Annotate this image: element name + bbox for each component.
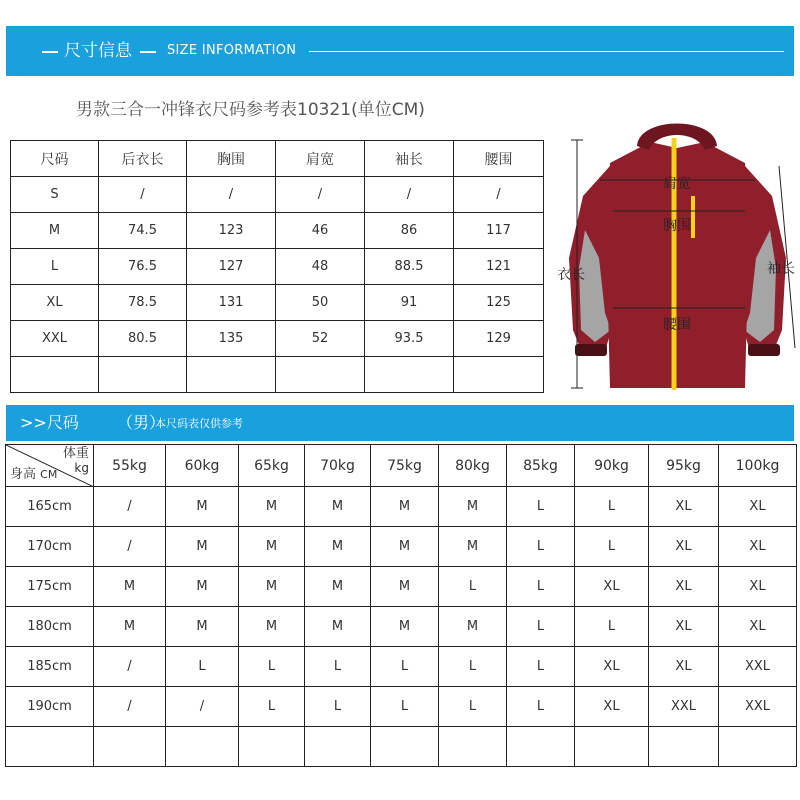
shoulder-label: 肩宽 [663,176,691,192]
size-chart-cell: / [454,177,544,213]
size-chart-title: 男款三合一冲锋衣尺码参考表10321(单位CM) [76,100,425,120]
recommended-size-cell: L [507,527,575,567]
weight-header-cell: 65kg [239,445,305,487]
chest-label: 胸围 [663,218,691,234]
size-chart-row [11,213,544,249]
recommended-size-cell: L [239,647,305,687]
banner-title-cn: 尺寸信息 [64,41,132,61]
recommended-size-cell: XL [719,487,797,527]
size-chart-header-cell: 后衣长 [99,141,187,177]
jacket-right-cuff [748,344,780,356]
corner-height-label: 身高 [10,467,37,482]
size-chart-cell: M [11,213,99,249]
size-chart-cell: 88.5 [365,249,454,285]
recommended-size-cell: M [239,487,305,527]
size-chart-cell: XXL [11,321,99,357]
recommended-size-cell: / [94,487,166,527]
recommend-row [6,527,797,567]
size-chart-cell: 76.5 [99,249,187,285]
recommend-row [6,607,797,647]
recommended-size-cell: L [439,687,507,727]
recommended-size-cell: M [94,567,166,607]
recommended-size-cell: M [239,567,305,607]
recommend-title: >>尺码 [20,413,79,432]
recommended-size-cell [94,727,166,767]
recommended-size-cell: M [166,487,239,527]
size-chart-cell: 117 [454,213,544,249]
recommended-size-cell: M [166,567,239,607]
recommended-size-cell: / [94,647,166,687]
size-chart-cell: 125 [454,285,544,321]
corner-height-unit: CM [40,468,58,481]
size-chart-cell: / [99,177,187,213]
corner-weight-unit: kg [74,461,89,475]
recommended-size-cell: XL [649,527,719,567]
size-chart-cell: 78.5 [99,285,187,321]
recommended-size-cell [371,727,439,767]
size-chart-cell: 123 [187,213,276,249]
recommended-size-cell: L [507,647,575,687]
size-chart-cell: / [276,177,365,213]
height-cell: 190cm [6,687,94,727]
size-chart-cell [276,357,365,393]
recommended-size-cell: L [305,687,371,727]
banner-rule [309,51,784,52]
recommended-size-cell: XXL [649,687,719,727]
recommended-size-cell: L [575,487,649,527]
recommended-size-cell: L [305,647,371,687]
weight-header-cell: 55kg [94,445,166,487]
weight-header-cell: 100kg [719,445,797,487]
recommended-size-cell: L [507,567,575,607]
sleeve-label: 袖长 [767,261,795,277]
size-chart-row [11,357,544,393]
size-chart-cell: L [11,249,99,285]
recommend-row [6,567,797,607]
recommended-size-cell: XXL [719,647,797,687]
recommended-size-cell: XL [649,487,719,527]
recommended-size-cell: L [439,647,507,687]
recommended-size-cell: XL [575,647,649,687]
size-chart-cell: 135 [187,321,276,357]
size-chart-cell: S [11,177,99,213]
recommended-size-cell [507,727,575,767]
recommended-size-cell [439,727,507,767]
size-chart-cell: 52 [276,321,365,357]
recommended-size-cell: XXL [719,687,797,727]
height-cell [6,727,94,767]
recommended-size-cell: / [94,687,166,727]
size-info-banner [6,26,794,76]
jacket-left-cuff [575,344,607,356]
size-chart-header-cell: 胸围 [187,141,276,177]
banner-dash-left [42,51,58,53]
recommended-size-cell: L [439,567,507,607]
size-chart-cell: 74.5 [99,213,187,249]
recommended-size-cell [239,727,305,767]
recommended-size-cell: XL [649,607,719,647]
size-chart-cell: XL [11,285,99,321]
size-chart-cell: / [365,177,454,213]
recommended-size-cell: L [371,647,439,687]
recommended-size-cell: / [94,527,166,567]
waist-label: 腰围 [663,317,691,333]
recommend-row [6,647,797,687]
recommend-row [6,687,797,727]
height-cell: 170cm [6,527,94,567]
weight-header-cell: 70kg [305,445,371,487]
recommended-size-cell: M [371,567,439,607]
weight-header-cell: 80kg [439,445,507,487]
recommend-gender: （男） [117,413,166,432]
size-chart-cell: / [187,177,276,213]
recommended-size-cell [575,727,649,767]
weight-header-cell: 90kg [575,445,649,487]
weight-header-cell: 85kg [507,445,575,487]
size-chart-row [11,321,544,357]
banner-dash-right [140,51,156,53]
recommended-size-cell: M [239,607,305,647]
size-chart-row [11,249,544,285]
size-chart-header-cell: 腰围 [454,141,544,177]
recommended-size-cell: M [305,567,371,607]
size-chart-cell: 46 [276,213,365,249]
size-chart-header-cell: 肩宽 [276,141,365,177]
corner-weight-label: 体重 [62,446,89,461]
recommended-size-cell [649,727,719,767]
size-chart-header-cell: 袖长 [365,141,454,177]
recommended-size-cell: M [94,607,166,647]
recommend-banner [6,405,794,441]
jacket-illustration [555,108,800,393]
recommended-size-cell: M [305,487,371,527]
recommended-size-cell: L [371,687,439,727]
size-chart-cell: 131 [187,285,276,321]
recommended-size-cell: M [371,607,439,647]
size-chart-cell: 127 [187,249,276,285]
height-cell: 175cm [6,567,94,607]
recommended-size-cell: M [239,527,305,567]
recommended-size-cell: L [507,487,575,527]
size-recommend-table [5,444,797,767]
recommended-size-cell: XL [575,687,649,727]
size-chart-cell [99,357,187,393]
size-chart-cell [365,357,454,393]
size-chart-cell: 91 [365,285,454,321]
height-cell: 185cm [6,647,94,687]
recommended-size-cell: L [507,687,575,727]
size-chart-table [10,140,544,393]
size-chart-cell: 50 [276,285,365,321]
recommended-size-cell: L [575,527,649,567]
size-chart-cell: 48 [276,249,365,285]
size-chart-cell: 121 [454,249,544,285]
recommend-row [6,487,797,527]
recommended-size-cell: XL [719,607,797,647]
recommended-size-cell: M [439,527,507,567]
size-chart-cell [187,357,276,393]
size-chart-row [11,177,544,213]
recommended-size-cell: M [166,607,239,647]
recommend-note: 本尺码表仅供参考 [155,417,243,430]
recommended-size-cell: / [166,687,239,727]
size-chart-header-cell: 尺码 [11,141,99,177]
height-cell: 180cm [6,607,94,647]
recommended-size-cell [305,727,371,767]
size-chart-cell: 80.5 [99,321,187,357]
jacket-diagram [555,108,800,393]
recommended-size-cell: M [166,527,239,567]
size-chart-cell [11,357,99,393]
size-chart-cell: 93.5 [365,321,454,357]
weight-header-cell: 95kg [649,445,719,487]
recommended-size-cell: L [166,647,239,687]
recommended-size-cell: XL [649,567,719,607]
height-cell: 165cm [6,487,94,527]
weight-header-cell: 60kg [166,445,239,487]
size-chart-cell: 86 [365,213,454,249]
size-chart-cell [454,357,544,393]
recommended-size-cell [719,727,797,767]
recommend-row [6,727,797,767]
recommended-size-cell: M [439,607,507,647]
recommended-size-cell: XL [649,647,719,687]
recommended-size-cell: XL [575,567,649,607]
jacket-hood [637,124,717,151]
recommended-size-cell: M [305,527,371,567]
recommended-size-cell: M [371,487,439,527]
recommended-size-cell [166,727,239,767]
recommended-size-cell: L [575,607,649,647]
size-chart-cell: 129 [454,321,544,357]
banner-title-en: SIZE INFORMATION [167,43,297,58]
weight-height-corner [6,445,94,487]
recommended-size-cell: XL [719,567,797,607]
recommended-size-cell: M [371,527,439,567]
weight-header-cell: 75kg [371,445,439,487]
recommended-size-cell: L [239,687,305,727]
recommended-size-cell: XL [719,527,797,567]
recommended-size-cell: M [305,607,371,647]
recommended-size-cell: M [439,487,507,527]
size-chart-row [11,285,544,321]
recommended-size-cell: L [507,607,575,647]
length-label: 衣长 [557,267,585,283]
